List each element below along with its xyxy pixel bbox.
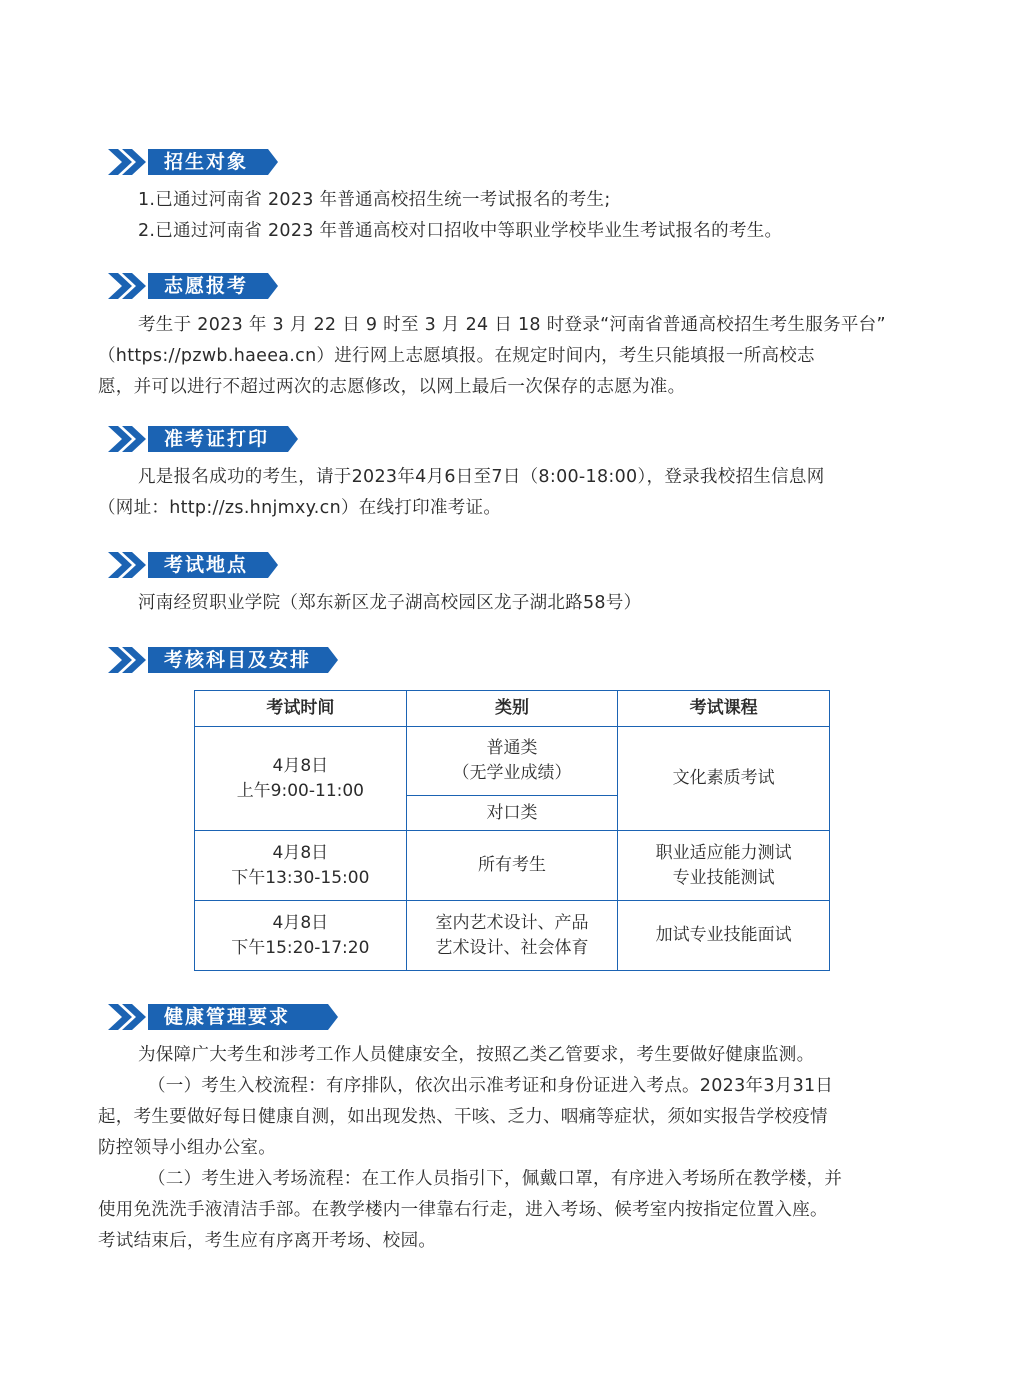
text-line: 起，考生要做好每日健康自测，如出现发热、干咳、乏力、咽痛等症状，须如实报告学校疫情 [98,1107,828,1127]
exam-time-cell [195,831,407,901]
exam-time-range: 上午9:00-11:00 [236,780,364,801]
table-row [195,727,830,796]
text-line: 河南经贸职业学院（郑东新区龙子湖高校园区龙子湖北路58号） [138,593,642,613]
health-text [98,1040,928,1257]
section-header-health [108,1000,338,1034]
exam-time-cell [195,727,407,831]
text-line: 考试结束后，考生应有序离开考场、校园。 [98,1231,437,1251]
header-category: 类别 [406,691,618,727]
application-text [98,310,928,403]
section-title: 考核科目及安排 [164,649,312,671]
header-course: 考试课程 [618,691,830,727]
text-line: （二）考生进入考场流程：在工作人员指引下，佩戴口罩，有序进入考场所在教学楼，并 [148,1169,843,1189]
admission-ticket-text [98,462,928,524]
course-line: 专业技能测试 [672,867,775,888]
section-title: 招生对象 [164,151,249,173]
category-cell [406,901,618,971]
exam-time-cell [195,901,407,971]
section-header-target [108,145,278,179]
category-line: （无学业成绩） [452,763,572,783]
course-cell: 文化素质考试 [618,727,830,831]
section-title: 考试地点 [164,554,249,576]
course-line: 职业适应能力测试 [655,842,792,863]
location-text [98,588,928,619]
text-line: （一）考生入校流程：有序排队，依次出示准考证和身份证进入考点。2023年3月31日 [148,1076,834,1096]
table-row [195,901,830,971]
section-title: 健康管理要求 [164,1006,291,1028]
category-line: 室内艺术设计、产品 [435,912,589,933]
schedule-table [194,690,830,971]
text-line: 1.已通过河南省 2023 年普通高校招生统一考试报名的考生; [138,190,611,210]
section-title: 准考证打印 [164,428,270,450]
course-cell [618,831,830,901]
section-header-admission-ticket [108,422,298,456]
section-header-application [108,269,278,303]
exam-date: 4月8日 [272,755,329,776]
section-title: 志愿报考 [164,275,249,297]
exam-date: 4月8日 [272,842,329,863]
course-cell: 加试专业技能面试 [618,901,830,971]
text-line: 愿，并可以进行不超过两次的志愿修改，以网上最后一次保存的志愿为准。 [98,377,686,397]
table-header-row [195,691,830,727]
category-cell: 所有考生 [406,831,618,901]
exam-time-range: 下午13:30-15:00 [231,867,370,888]
table-row [195,831,830,901]
exam-time-range: 下午15:20-17:20 [231,937,370,958]
text-line: 防控领导小组办公室。 [98,1138,276,1158]
text-line: 为保障广大考生和涉考工作人员健康安全，按照乙类乙管要求，考生要做好健康监测。 [138,1045,815,1065]
text-line: 考生于 2023 年 3 月 22 日 9 时至 3 月 24 日 18 时登录“河南省普通高校招生考生服务平台” [138,315,886,335]
text-line: 凡是报名成功的考生，请于2023年4月6日至7日（8:00-18:00），登录我校招生信息网 [138,467,825,487]
target-text [98,185,928,247]
text-line: （网址：http://zs.hnjmxy.cn）在线打印准考证。 [98,498,502,518]
text-line: （https://pzwb.haeea.cn）进行网上志愿填报。在规定时间内，考生只能填报一所高校志 [98,346,815,366]
category-line: 艺术设计、社会体育 [435,937,589,958]
section-header-location [108,548,278,582]
text-line: 使用免洗洗手液清洁手部。在教学楼内一律靠右行走，进入考场、候考室内按指定位置入座。 [98,1200,828,1220]
header-exam-time: 考试时间 [195,691,407,727]
category-line: 普通类 [486,738,538,758]
category-cell [406,727,618,796]
section-header-subjects [108,643,338,677]
exam-date: 4月8日 [272,912,329,933]
category-cell: 对口类 [406,796,618,831]
text-line: 2.已通过河南省 2023 年普通高校对口招收中等职业学校毕业生考试报名的考生。 [138,221,783,241]
